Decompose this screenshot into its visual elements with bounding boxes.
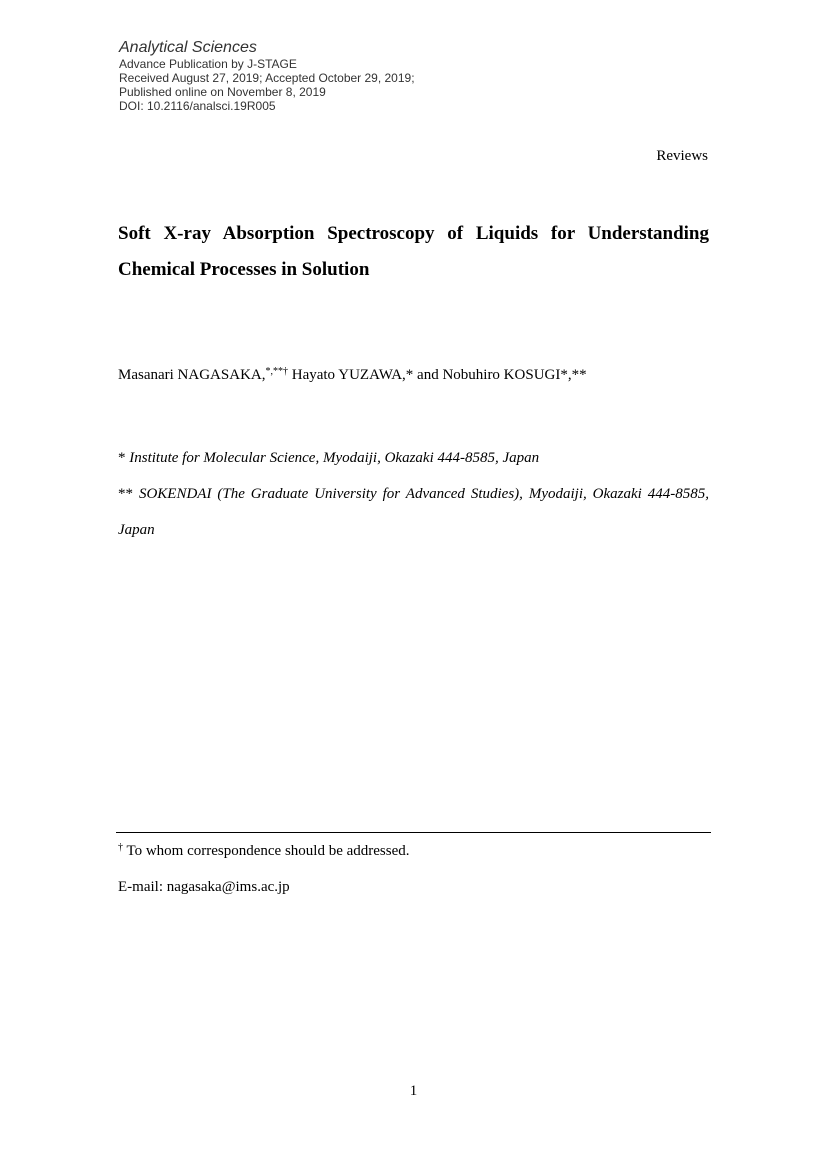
author-name: Hayato YUZAWA,* and Nobuhiro KOSUGI*,** bbox=[287, 367, 587, 383]
affiliation-mark: * bbox=[118, 450, 130, 466]
doi-line: DOI: 10.2116/analsci.19R005 bbox=[119, 99, 276, 113]
footnote-divider bbox=[116, 832, 711, 833]
affiliation-mark: ** bbox=[118, 486, 139, 502]
publication-info-line: Advance Publication by J-STAGE bbox=[119, 57, 297, 71]
author-affiliation-marks: *,**† bbox=[265, 366, 288, 377]
affiliation-text: SOKENDAI (The Graduate University for Advanced Studies), Myodaiji, Okazaki 444-8585, Japan bbox=[118, 486, 710, 538]
affiliation-text: Institute for Molecular Science, Myodaiji, Okazaki 444-8585, Japan bbox=[129, 450, 540, 466]
footnotes bbox=[118, 842, 410, 914]
article-type: Reviews bbox=[656, 148, 708, 164]
published-online-line: Published online on November 8, 2019 bbox=[119, 85, 326, 99]
affiliation-item bbox=[118, 440, 709, 476]
correspondence-note bbox=[118, 842, 410, 860]
journal-name: Analytical Sciences bbox=[119, 39, 257, 56]
affiliation-item bbox=[118, 476, 709, 548]
author-name: Masanari NAGASAKA, bbox=[118, 367, 266, 383]
page-number: 1 bbox=[409, 1083, 418, 1099]
article-title: Soft X-ray Absorption Spectroscopy of Liquids for Understanding Chemical Processes in Solution bbox=[118, 223, 709, 280]
dagger-mark: † bbox=[118, 842, 123, 853]
received-accepted-line: Received August 27, 2019; Accepted October 29, 2019; bbox=[119, 71, 415, 85]
journal-header bbox=[119, 38, 415, 113]
correspondence-text: To whom correspondence should be addressed. bbox=[123, 843, 410, 859]
author-list bbox=[118, 366, 587, 384]
affiliations bbox=[118, 440, 709, 548]
email-note: E-mail: nagasaka@ims.ac.jp bbox=[118, 879, 290, 895]
